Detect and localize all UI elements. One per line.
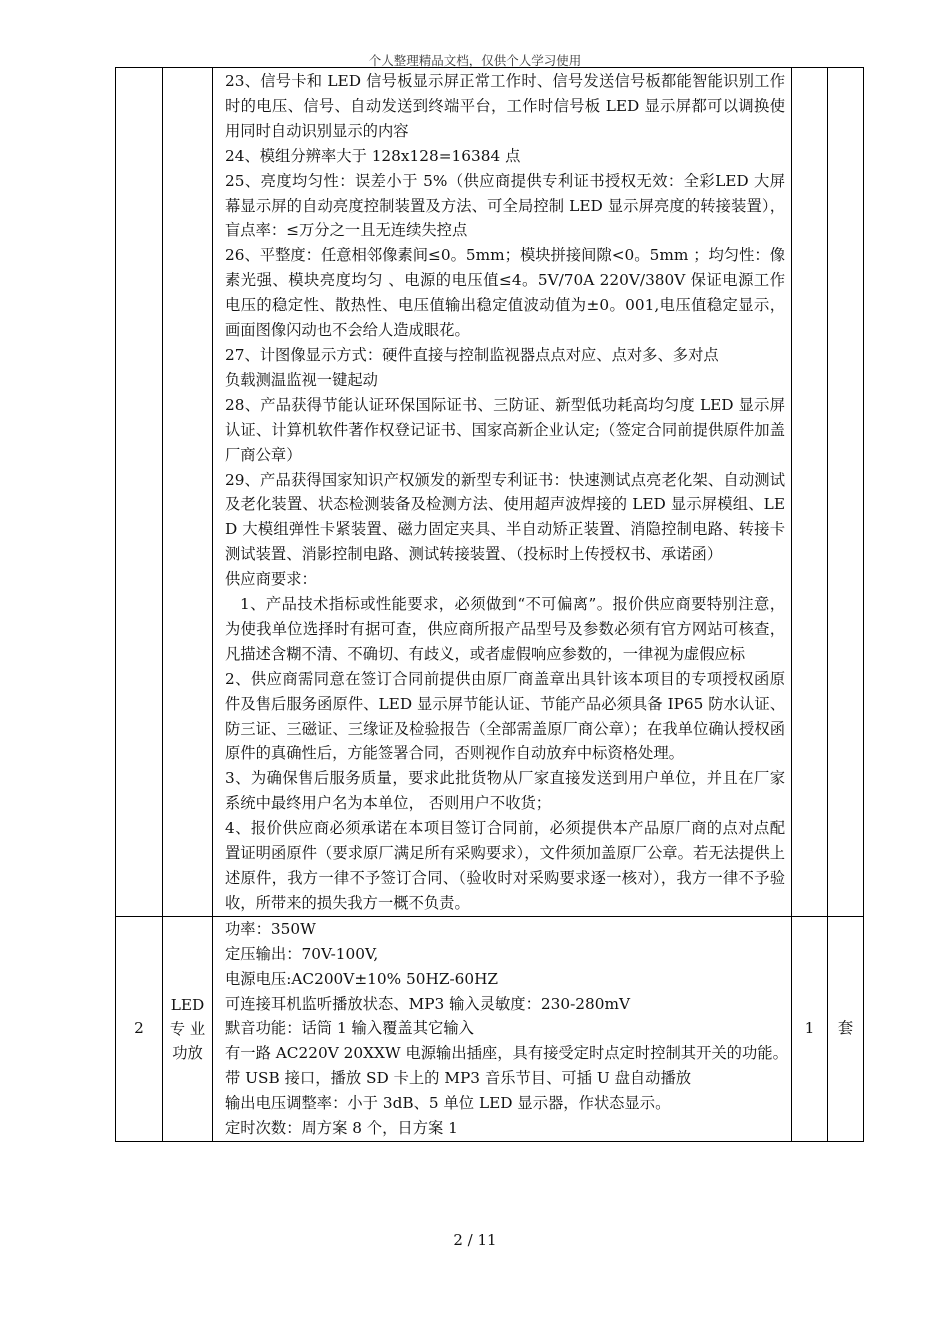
- spec-line: 定时次数：周方案 8 个，日方案 1: [225, 1119, 458, 1138]
- quantity-cell: [792, 68, 828, 917]
- spec-line: 28、产品获得节能认证环保国际证书、三防证、新型低功耗高均匀度 LED 显示屏认证、计算机软件著作权登记证书、国家高新企业认定;（签定合同前提供原件加盖厂商公章）: [225, 395, 785, 464]
- spec-line: 2、供应商需同意在签订合同前提供由原厂商盖章出具针该本项目的专项授权函原件及售后服务函原件、LED 显示屏节能认证、节能产品必须具备 IP65 防水认证、防三证、三磁证、三缘证及检验报告（全部需盖原厂商公章）；在我单位确认授权函原件的真确性后，方能签署合同，否则视作自动放弃中标资格处理。: [225, 669, 785, 763]
- spec-line: 4、报价供应商必须承诺在本项目签订合同前，必须提供本产品原厂商的点对点配置证明函原件（要求原厂满足所有采购要求），文件须加盖原厂公章。若无法提供上述原件，我方一律不予签订合同、（验收时对采购要求逐一核对），我方一律不予验收，所带来的损失我方一概不负责。: [225, 819, 785, 912]
- unit-cell: [828, 68, 864, 917]
- table-row: [116, 916, 864, 1141]
- item-name-cell: [163, 916, 213, 1141]
- spec-line: 电源电压:AC200V±10% 50HZ-60HZ: [225, 969, 499, 988]
- spec-line: 3、为确保售后服务质量，要求此批货物从厂家直接发送到用户单位，并且在厂家系统中最终用户名为本单位， 否则用户不收货；: [225, 769, 785, 813]
- page-number: 2 / 11: [453, 1231, 497, 1249]
- quantity-cell: 1: [792, 916, 828, 1141]
- spec-line: 输出电压调整率：小于 3dB、5 单位 LED 显示器，作状态显示。: [225, 1094, 671, 1113]
- item-name-line: 功放: [172, 1043, 203, 1062]
- spec-line: 负载测温监视一键起动: [225, 370, 378, 389]
- header-note: 个人整理精品文档，仅供个人学习使用: [368, 53, 582, 68]
- spec-line: 有一路 AC220V 20XXW 电源输出插座，具有接受定时点定时控制其开关的功能。: [225, 1044, 788, 1063]
- spec-line: 带 USB 接口，播放 SD 卡上的 MP3 音乐节目、可插 U 盘自动播放: [225, 1069, 692, 1088]
- spec-table: [115, 67, 864, 1142]
- spec-line: 23、信号卡和 LED 信号板显示屏正常工作时、信号发送信号板都能智能识别工作时的电压、信号、自动发送到终端平台，工作时信号板 LED 显示屏都可以调换使用同时自动识别显示的内容: [225, 72, 785, 140]
- spec-line: 功率：350W: [225, 919, 316, 938]
- table-row: [116, 68, 864, 917]
- spec-line: 供应商要求：: [225, 570, 317, 589]
- spec-line: 定压输出：70V-100V,: [225, 944, 379, 963]
- item-name-line: 专 业: [169, 1019, 206, 1038]
- item-name-cell: [163, 68, 213, 917]
- item-number-cell: 2: [116, 916, 163, 1141]
- spec-cell: [213, 916, 792, 1141]
- item-name-line: LED: [170, 995, 205, 1014]
- spec-line: 1、产品技术指标或性能要求，必须做到“不可偏离”。报价供应商要特别注意，为使我单位选择时有据可查，供应商所报产品型号及参数必须有官方网站可核查，凡描述含糊不清、不确切、有歧义，或者虚假响应参数的，一律视为虚假应标: [225, 595, 785, 663]
- spec-line: 26、平整度：任意相邻像素间≤0。5mm；模块拼接间隙<0。5mm ；均匀性：像素光强、模块亮度均匀 、电源的电压值≤4。5V/70A 220V/380V 保证电源工作电压的稳定性、散热性、电压值输出稳定值波动值为±0。001,电压值稳定显示，画面图像闪动也不会给人造成眼花。: [225, 246, 785, 340]
- item-number-cell: [116, 68, 163, 917]
- spec-line: 默音功能：话筒 1 输入覆盖其它输入: [225, 1019, 474, 1038]
- spec-line: 25、亮度均匀性：误差小于 5%（供应商提供专利证书授权无效：全彩LED 大屏幕显示屏的自动亮度控制装置及方法、可全局控制 LED 显示屏亮度的转接装置），盲点率：≤万分之一且无连续失控点: [225, 171, 785, 240]
- unit-cell: 套: [828, 916, 864, 1141]
- spec-line: 可连接耳机监听播放状态、MP3 输入灵敏度：230-280mV: [225, 994, 631, 1013]
- spec-line: 24、模组分辨率大于 128x128=16384 点: [225, 146, 521, 165]
- spec-cell: [213, 68, 792, 917]
- spec-line: 29、产品获得国家知识产权颁发的新型专利证书：快速测试点亮老化架、自动测试及老化装置、状态检测装备及检测方法、使用超声波焊接的 LED 显示屏模组、LED 大模组弹性卡紧装置、磁力固定夹具、半自动矫正装置、消隐控制电路、转接卡测试装置、消影控制电路、测试转接装置、（投标时上传授权书、承诺函）: [225, 470, 785, 564]
- spec-line: 27、计图像显示方式：硬件直接与控制监视器点点对应、点对多、多对点: [225, 345, 719, 364]
